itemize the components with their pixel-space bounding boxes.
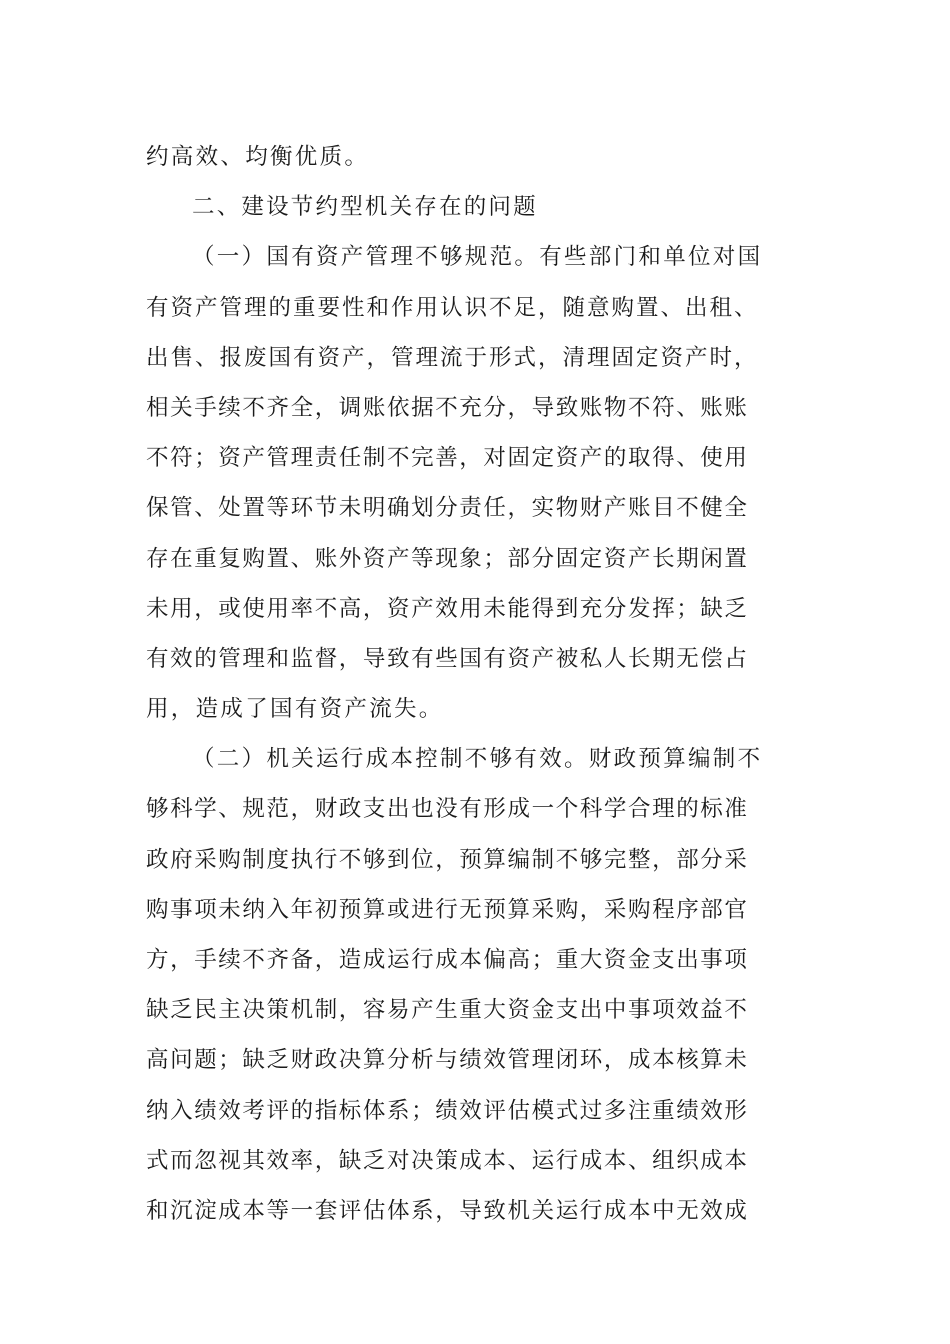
- section-heading: 二、建设节约型机关存在的问题: [192, 194, 538, 221]
- text-line: 有效的管理和监督，导致有些国有资产被私人长期无偿占: [146, 645, 749, 672]
- text-line: 出售、报废国有资产，管理流于形式，清理固定资产时，: [146, 344, 759, 371]
- text-line: 未用，或使用率不高，资产效用未能得到充分发挥；缺乏: [146, 595, 749, 622]
- text-line: 式而忽视其效率，缺乏对决策成本、运行成本、组织成本: [146, 1147, 749, 1174]
- text-line: 和沉淀成本等一套评估体系，导致机关运行成本中无效成: [146, 1197, 749, 1224]
- paragraph-first-line: （二）机关运行成本控制不够有效。财政预算编制不: [192, 746, 763, 773]
- text-line: 购事项未纳入年初预算或进行无预算采购，采购程序部官: [146, 896, 749, 923]
- text-line: 缺乏民主决策机制，容易产生重大资金支出中事项效益不: [146, 997, 749, 1024]
- text-line: 用，造成了国有资产流失。: [146, 696, 444, 723]
- text-line: 有资产管理的重要性和作用认识不足，随意购置、出租、: [146, 294, 759, 321]
- text-line: 相关手续不齐全，调账依据不充分，导致账物不符、账账: [146, 394, 749, 421]
- text-line: 够科学、规范，财政支出也没有形成一个科学合理的标准: [146, 796, 749, 823]
- text-line: 存在重复购置、账外资产等现象；部分固定资产长期闲置: [146, 545, 749, 572]
- text-line: 约高效、均衡优质。: [146, 144, 370, 170]
- text-line: 高问题；缺乏财政决算分析与绩效管理闭环，成本核算未: [146, 1047, 749, 1074]
- text-line: 方，手续不齐备，造成运行成本偏高；重大资金支出事项: [146, 947, 749, 973]
- body-text: [146, 132, 806, 1236]
- paragraph-first-line: （一）国有资产管理不够规范。有些部门和单位对国: [192, 244, 763, 271]
- text-line: 保管、处置等环节未明确划分责任，实物财产账目不健全: [146, 495, 749, 522]
- text-line: 不符；资产管理责任制不完善，对固定资产的取得、使用: [146, 445, 749, 472]
- text-line: 纳入绩效考评的指标体系；绩效评估模式过多注重绩效形: [146, 1097, 749, 1124]
- text-line: 政府采购制度执行不够到位，预算编制不够完整，部分采: [146, 846, 749, 873]
